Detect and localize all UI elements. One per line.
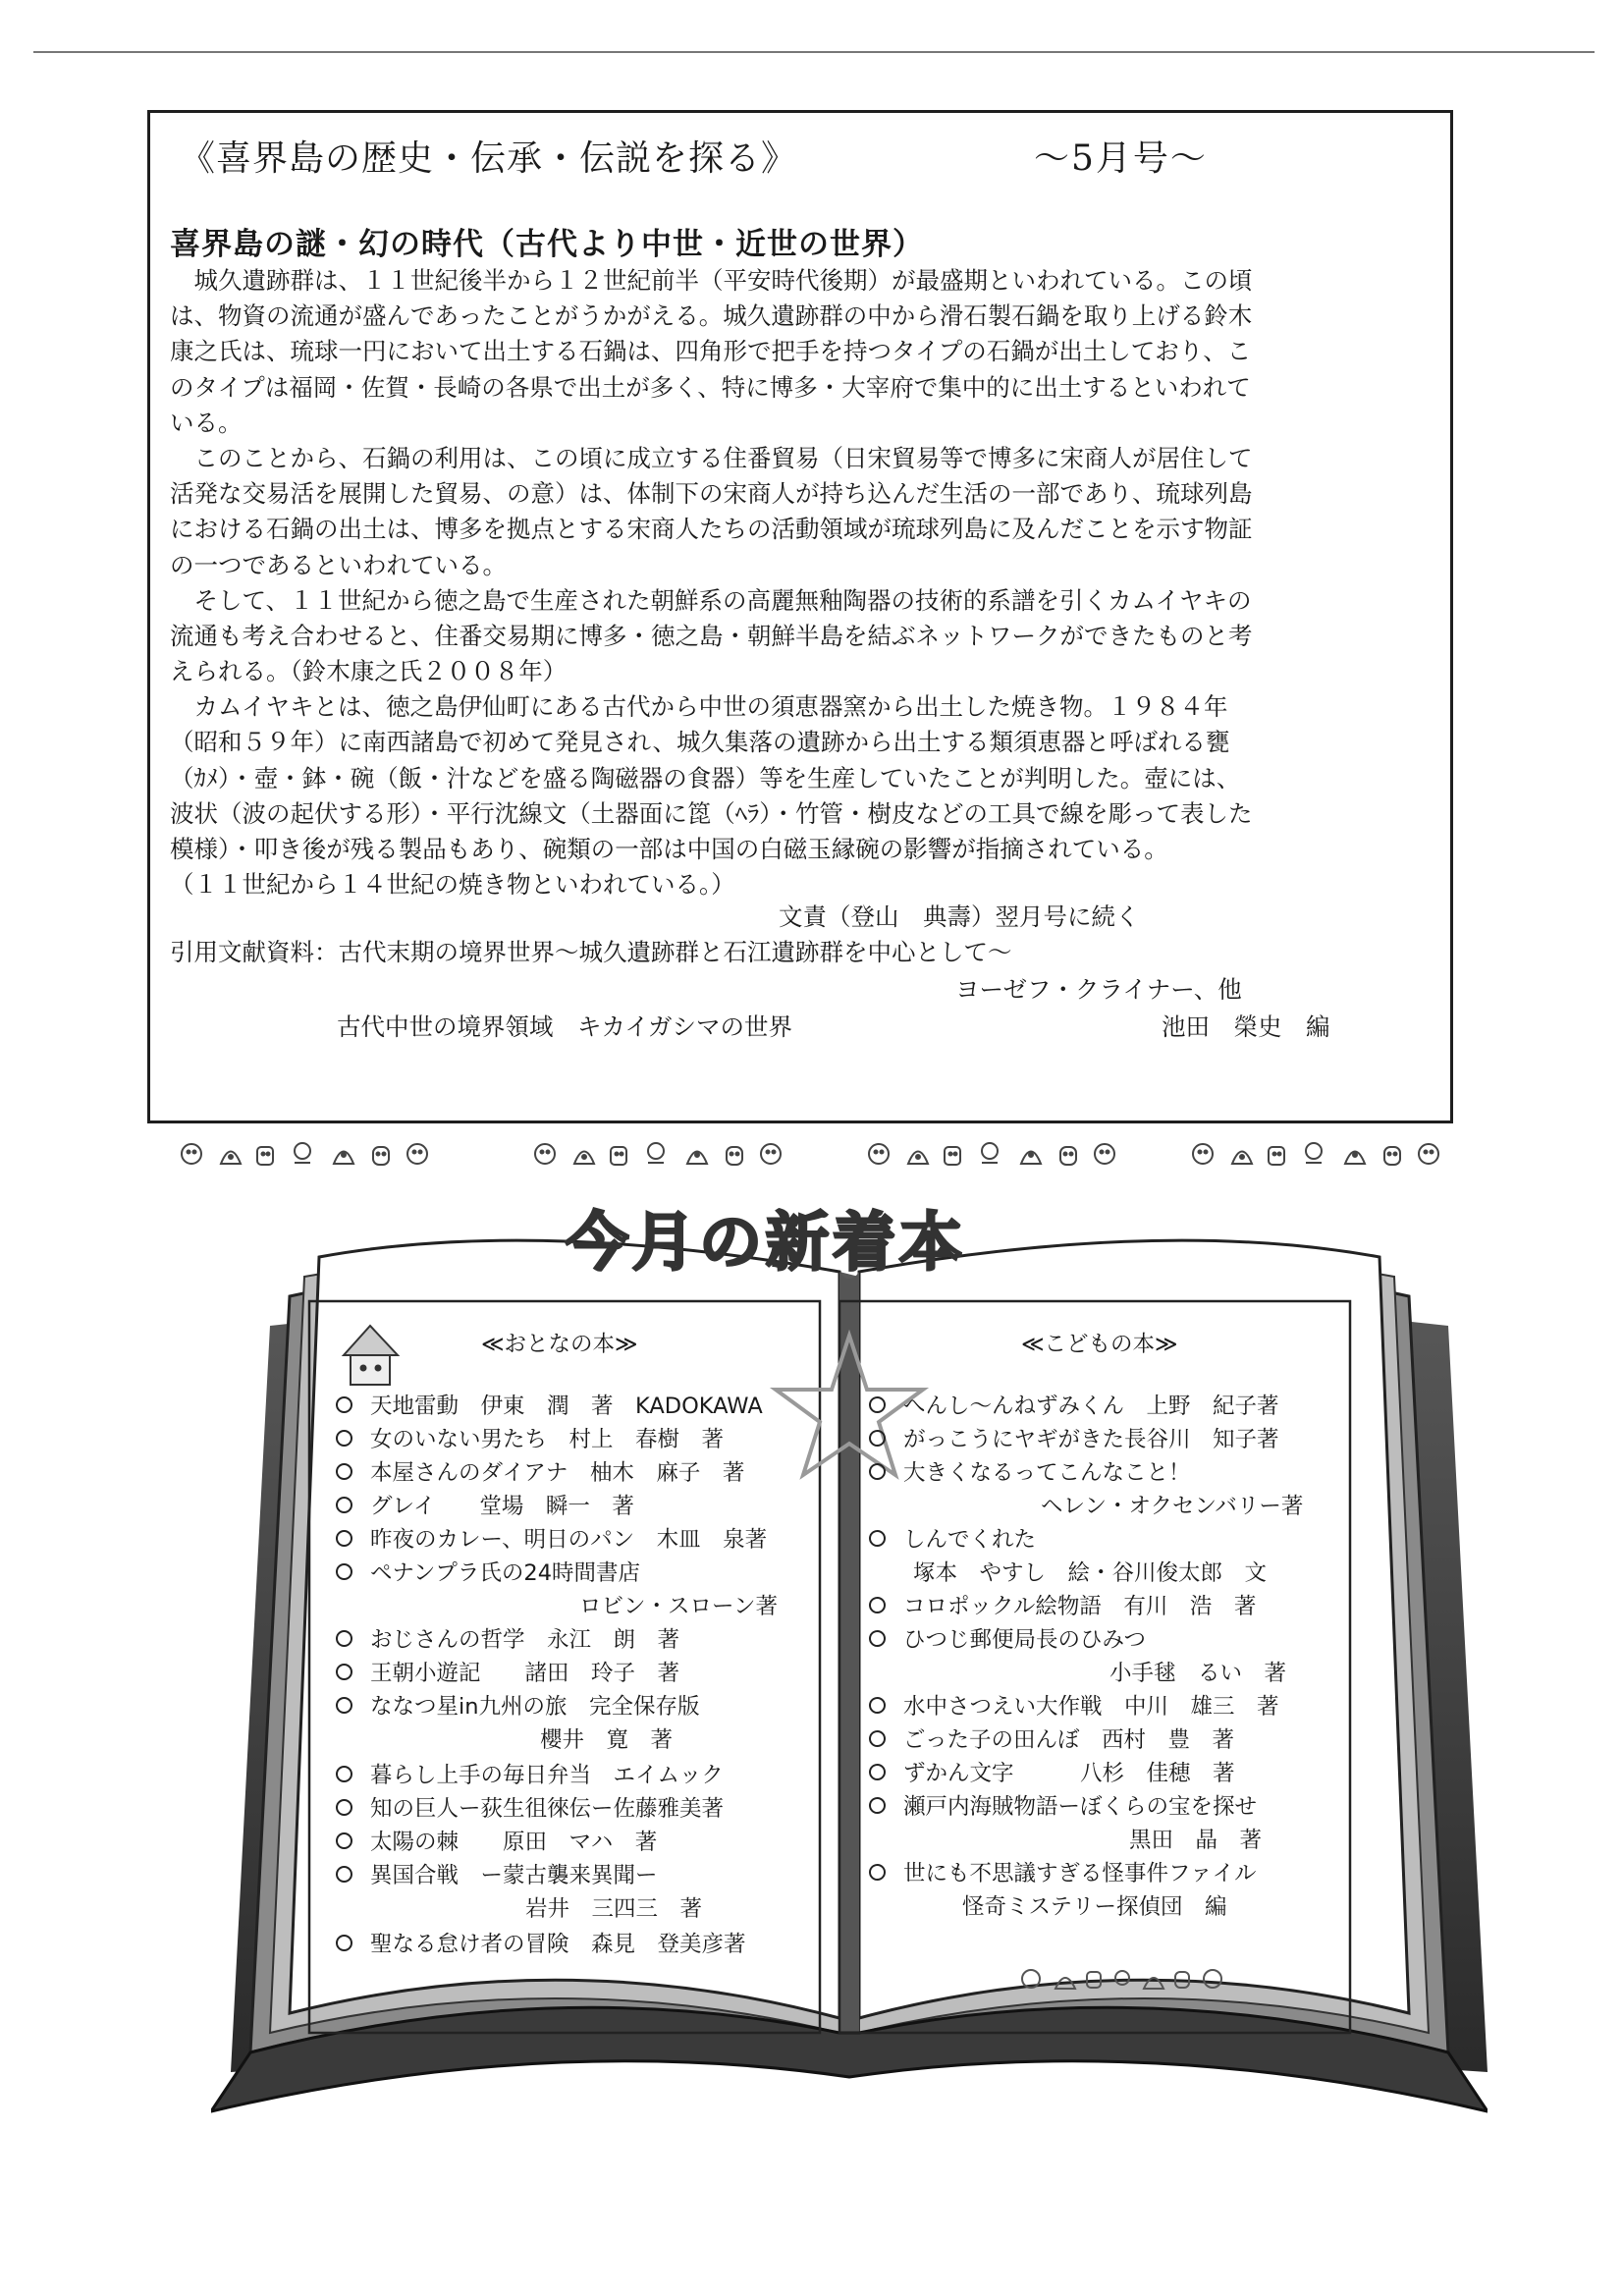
book-item: 暮らし上手の毎日弁当 エイムック	[336, 1758, 724, 1789]
book-item: 世にも不思議すぎる怪事件ファイル	[869, 1856, 1257, 1887]
book-item: しんでくれた	[869, 1522, 1036, 1554]
circle-bullet-icon	[336, 1563, 352, 1580]
top-rule	[33, 51, 1595, 53]
circle-bullet-icon	[869, 1396, 886, 1413]
article-line: のタイプは福岡・佐賀・長崎の各県で出土が多く、特に博多・大宰府で集中的に出土するといわれて	[170, 372, 1251, 402]
book-item: へんし～んねずみくん 上野 紀子著	[869, 1389, 1279, 1420]
article-line: （１１世紀から１４世紀の焼き物といわれている。）	[170, 870, 735, 900]
article-line: 流通も考え合わせると、住番交易期に博多・徳之島・朝鮮半島を結ぶネットワークができたものと考	[170, 621, 1253, 650]
book-item: おじさんの哲学 永江 朗 著	[336, 1622, 679, 1654]
circle-bullet-icon	[336, 1463, 352, 1480]
article-author: 文責（登山 典壽）翌月号に続く	[779, 902, 1140, 931]
reference-author-2: 池田 榮史 編	[1162, 1012, 1330, 1041]
book-author: 小手毬 るい 著	[1109, 1661, 1287, 1686]
book-item: ずかん文字 八杉 佳穂 著	[869, 1756, 1235, 1787]
circle-bullet-icon	[869, 1630, 886, 1647]
book-item: 瀬戸内海賊物語ーぼくらの宝を探せ	[869, 1789, 1257, 1821]
book-author: ヘレン・オクセンバリー著	[1041, 1494, 1304, 1519]
book-author: 黒田 晶 著	[1129, 1828, 1263, 1853]
circle-bullet-icon	[336, 1766, 352, 1782]
circle-bullet-icon	[336, 1664, 352, 1680]
circle-bullet-icon	[869, 1697, 886, 1714]
book-item: 王朝小遊記 諸田 玲子 著	[336, 1656, 679, 1687]
book-item: がっこうにヤギがきた長谷川 知子著	[869, 1422, 1279, 1453]
book-item: 大きくなるってこんなこと！	[869, 1455, 1191, 1487]
book-item: グレイ 堂場 瞬一 著	[336, 1489, 634, 1520]
book-author: 櫻井 寛 著	[540, 1727, 674, 1753]
reference-author-1: ヨーゼフ・クライナー、他	[955, 975, 1242, 1004]
circle-bullet-icon	[869, 1597, 886, 1613]
article-headline: 喜界島の謎・幻の時代（古代より中世・近世の世界）	[170, 227, 924, 262]
circle-bullet-icon	[336, 1430, 352, 1447]
reference-title-2: 古代中世の境界領域 キカイガシマの世界	[337, 1012, 793, 1041]
article-line: えられる。（鈴木康之氏２００８年）	[170, 657, 568, 686]
book-item: 聖なる怠け者の冒険 森見 登美彦著	[336, 1927, 746, 1958]
article-line: の一つであるといわれている。	[170, 550, 507, 579]
article-body	[170, 263, 1436, 902]
issue-label: ～5月号～	[1034, 138, 1208, 179]
article-line: 城久遺跡群は、１１世紀後半から１２世紀前半（平安時代後期）が最盛期といわれている。この頃	[170, 266, 1253, 295]
new-books-title: 今月の新着本	[566, 1207, 966, 1280]
circle-bullet-icon	[336, 1866, 352, 1883]
book-author: 塚本 やすし 絵・谷川俊太郎 文	[913, 1560, 1268, 1586]
article-line: 波状（波の起伏する形）・平行沈線文（土器面に箆（ﾍﾗ）・竹管・樹皮などの工具で線を彫って表した	[170, 798, 1253, 828]
circle-bullet-icon	[336, 1935, 352, 1951]
article-line: （ｶﾒ）・壺・鉢・碗（飯・汁などを盛る陶磁器の食器）等を生産していたことが判明した。壺には、	[170, 763, 1241, 793]
book-item: 知の巨人ー荻生徂徠伝ー佐藤雅美著	[336, 1791, 724, 1823]
book-item: 天地雷動 伊東 潤 著 KADOKAWA	[336, 1389, 763, 1420]
circle-bullet-icon	[869, 1530, 886, 1547]
book-item: 異国合戦 ー蒙古襲来異聞ー	[336, 1858, 658, 1889]
circle-bullet-icon	[869, 1430, 886, 1447]
circle-bullet-icon	[869, 1864, 886, 1881]
article-line: そして、１１世紀から徳之島で生産された朝鮮系の高麗無釉陶器の技術的系譜を引くカムイヤキの	[170, 585, 1252, 615]
children-books-header: ≪こどもの本≫	[1021, 1332, 1178, 1357]
book-author: 怪奇ミステリー探偵団 編	[962, 1894, 1227, 1920]
article-line: は、物資の流通が盛んであったことがうかがえる。城久遺跡群の中から滑石製石鍋を取り上げる鈴木	[170, 301, 1253, 331]
book-item: コロポックル絵物語 有川 浩 著	[869, 1589, 1256, 1620]
article-line: 康之氏は、琉球一円において出土する石鍋は、四角形で把手を持つタイプの石鍋が出土しており、こ	[170, 337, 1252, 366]
circle-bullet-icon	[336, 1697, 352, 1714]
circle-bullet-icon	[336, 1832, 352, 1849]
article-line: このことから、石鍋の利用は、この頃に成立する住番貿易（日宋貿易等で博多に宋商人が居住して	[170, 443, 1253, 472]
article-line: いる。	[170, 408, 243, 437]
series-title: 《喜界島の歴史・伝承・伝説を探る》	[180, 138, 798, 179]
book-item: 昨夜のカレー、明日のパン 木皿 泉著	[336, 1522, 767, 1554]
circle-bullet-icon	[869, 1730, 886, 1747]
book-item: ごった子の田んぼ 西村 豊 著	[869, 1722, 1234, 1754]
article-line: における石鍋の出土は、博多を拠点とする宋商人たちの活動領域が琉球列島に及んだことを示す物証	[170, 515, 1253, 544]
circle-bullet-icon	[336, 1396, 352, 1413]
circle-bullet-icon	[869, 1764, 886, 1780]
book-item: 本屋さんのダイアナ 柚木 麻子 著	[336, 1455, 744, 1487]
book-item: 女のいない男たち 村上 春樹 著	[336, 1422, 724, 1453]
circle-bullet-icon	[336, 1497, 352, 1513]
adult-books-header: ≪おとなの本≫	[481, 1332, 638, 1357]
article-line: 活発な交易活を展開した貿易、の意）は、体制下の宋商人が持ち込んだ生活の一部であり、琉球列島	[170, 479, 1253, 509]
book-author: 岩井 三四三 著	[525, 1896, 703, 1922]
article-line: 模様）・叩き後が残る製品もあり、碗類の一部は中国の白磁玉縁碗の影響が指摘されている。	[170, 835, 1168, 863]
circle-bullet-icon	[336, 1530, 352, 1547]
book-item: 太陽の棘 原田 マハ 著	[336, 1825, 657, 1856]
reference-label: 引用文献資料：古代末期の境界世界～城久遺跡群と石江遺跡群を中心として～	[170, 938, 1012, 966]
history-article-box	[147, 110, 1453, 1123]
book-item: ななつ星in九州の旅 完全保存版	[336, 1689, 700, 1721]
circle-bullet-icon	[336, 1630, 352, 1647]
character-border-decoration	[177, 1129, 1453, 1178]
book-author: ロビン・スローン著	[579, 1594, 779, 1619]
book-item: ペナンプラ氏の24時間書店	[336, 1556, 640, 1587]
circle-bullet-icon	[869, 1797, 886, 1814]
book-item: 水中さつえい大作戦 中川 雄三 著	[869, 1689, 1279, 1721]
book-item: ひつじ郵便局長のひみつ	[869, 1622, 1146, 1654]
circle-bullet-icon	[336, 1799, 352, 1816]
article-line: カムイヤキとは、徳之島伊仙町にある古代から中世の須恵器窯から出土した焼き物。１９８４年	[170, 692, 1228, 722]
article-line: （昭和５９年）に南西諸島で初めて発見され、城久集落の遺跡から出土する類須恵器と呼ばれる甕	[170, 728, 1230, 757]
circle-bullet-icon	[869, 1463, 886, 1480]
